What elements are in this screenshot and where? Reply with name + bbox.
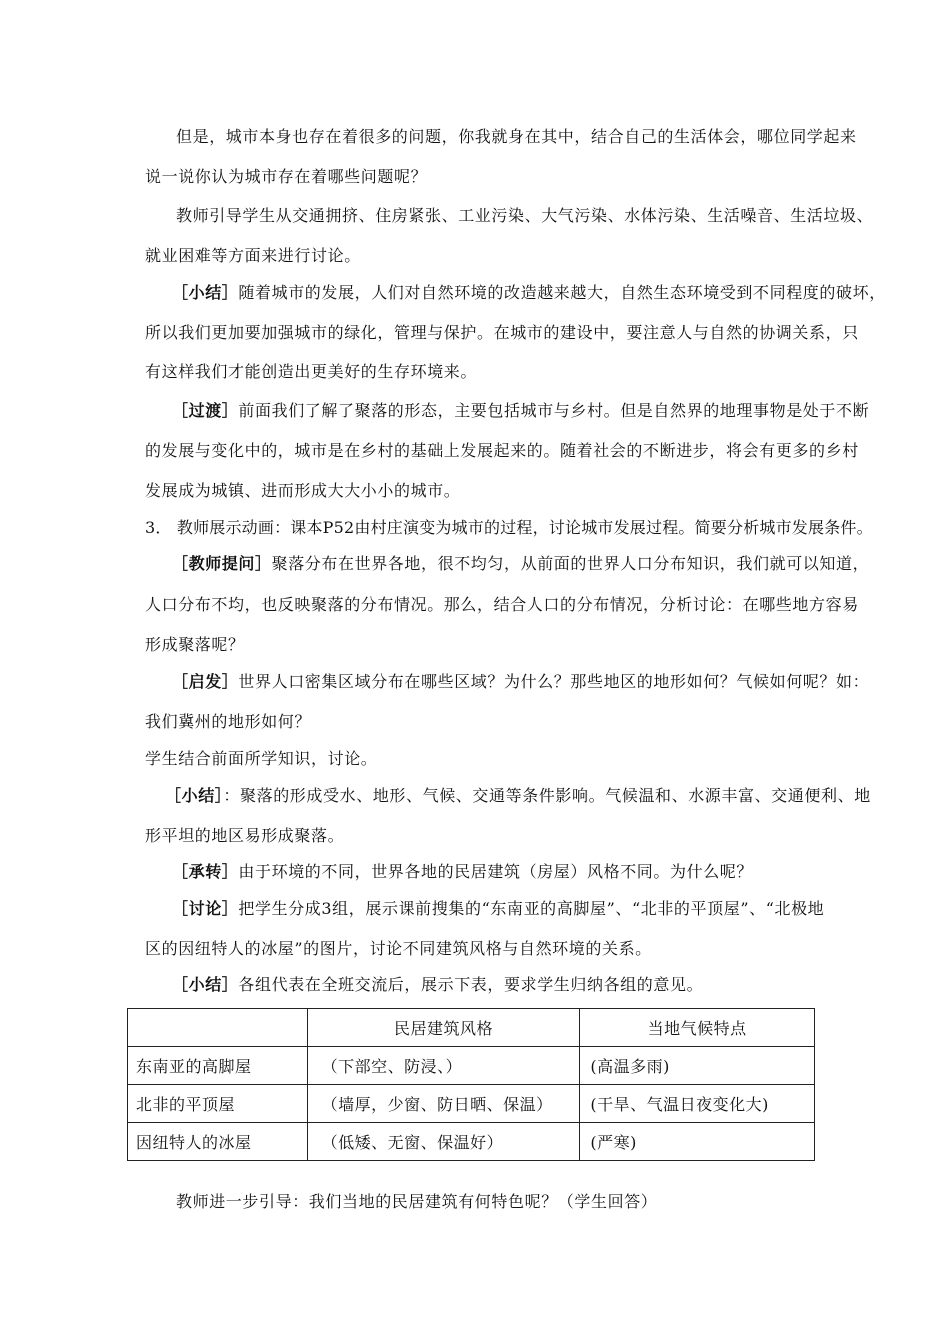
section-tag: ［讨论］ (172, 899, 239, 918)
line-text: 形平坦的地区易形成聚落。 (145, 826, 345, 845)
section-tag: ［小结］ (165, 786, 224, 805)
table-cell: （低矮、无窗、保温好） (307, 1123, 580, 1161)
line-text: 由于环境的不同，世界各地的民居建筑（房屋）风格不同。为什么呢？ (238, 862, 754, 881)
table-cell: (高温多雨) (580, 1047, 815, 1085)
line-text: 我们冀州的地形如何？ (145, 712, 312, 731)
table-cell: （墙厚，少窗、防日晒、保温） (307, 1085, 580, 1123)
line-text: 区的因纽特人的冰屋”的图片，讨论不同建筑风格与自然环境的关系。 (145, 939, 652, 958)
line-text: 的发展与变化中的，城市是在乡村的基础上发展起来的。随着社会的不断进步，将会有更多的乡村 (145, 441, 859, 460)
line-text: 聚落分布在世界各地，很不均匀，从前面的世界人口分布知识，我们就可以知道， (271, 554, 870, 573)
line-text: 形成聚落呢？ (145, 635, 245, 654)
table-row (128, 1085, 815, 1123)
table-cell: (干旱、气温日夜变化大) (580, 1085, 815, 1123)
paragraph-line (172, 671, 869, 693)
table-row (128, 1123, 815, 1161)
line-text: 把学生分成3组，展示课前搜集的“东南亚的高脚屋”、“北非的平顶屋”、“北极地 (238, 899, 825, 918)
paragraph-line (145, 361, 477, 383)
paragraph-line (145, 825, 344, 847)
line-text: 随着城市的发展，人们对自然环境的改造越来越大，自然生态环境受到不同程度的破坏， (238, 283, 886, 302)
paragraph-line (172, 974, 703, 996)
paragraph-line (145, 748, 377, 770)
line-text: 所以我们更加要加强城市的绿化，管理与保护。在城市的建设中，要注意人与自然的协调关系，只 (145, 323, 859, 342)
paragraph-line (145, 938, 652, 960)
paragraph-line (145, 322, 859, 344)
paragraph-line (145, 711, 311, 733)
line-text: 有这样我们才能创造出更美好的生存环境来。 (145, 362, 478, 381)
table-cell: （下部空、防浸、） (307, 1047, 580, 1085)
line-text: 3． 教师展示动画：课本P52由村庄演变为城市的过程，讨论城市发展过程。简要分析城市发展条件。 (145, 518, 873, 537)
section-tag: ［过渡］ (172, 401, 239, 420)
architecture-climate-table (127, 1008, 815, 1161)
section-tag: ［小结］ (172, 283, 239, 302)
line-text: 人口分布不均，也反映聚落的分布情况。那么，结合人口的分布情况，分析讨论：在哪些地方容易 (145, 595, 859, 614)
paragraph-line (172, 898, 824, 920)
paragraph-line (145, 517, 873, 539)
line-text: 学生结合前面所学知识，讨论。 (145, 749, 378, 768)
section-tag: ［小结］ (172, 975, 239, 994)
paragraph-line (145, 634, 245, 656)
paragraph-line (176, 126, 857, 148)
table-header-cell: 民居建筑风格 (307, 1009, 580, 1047)
paragraph-line (145, 245, 361, 267)
paragraph-line (145, 440, 859, 462)
section-tag: ［承转］ (172, 862, 239, 881)
paragraph-line (176, 205, 873, 227)
line-text: 说一说你认为城市存在着哪些问题呢？ (145, 167, 428, 186)
table-cell: 北非的平顶屋 (128, 1085, 308, 1123)
section-tag: ［教师提问］ (172, 554, 272, 573)
line-text: 就业困难等方面来进行讨论。 (145, 246, 361, 265)
line-text: 教师进一步引导：我们当地的民居建筑有何特色呢？（学生回答） (176, 1192, 658, 1211)
paragraph-line (165, 785, 871, 807)
closing-line (176, 1191, 657, 1213)
paragraph-line (145, 166, 427, 188)
line-text: 世界人口密集区域分布在哪些区域？为什么？那些地区的地形如何？气候如何呢？如： (238, 672, 870, 691)
line-text: ：聚落的形成受水、地形、气候、交通等条件影响。气候温和、水源丰富、交通便利、地 (223, 786, 871, 805)
paragraph-line (172, 553, 869, 575)
paragraph-line (145, 480, 460, 502)
table-cell: 因纽特人的冰屋 (128, 1123, 308, 1161)
line-text: 前面我们了解了聚落的形态，主要包括城市与乡村。但是自然界的地理事物是处于不断 (238, 401, 870, 420)
paragraph-line (172, 861, 753, 883)
paragraph-line (172, 400, 869, 422)
paragraph-line (145, 594, 859, 616)
table-cell: (严寒) (580, 1123, 815, 1161)
table-header-cell: 当地气候特点 (580, 1009, 815, 1047)
line-text: 各组代表在全班交流后，展示下表，要求学生归纳各组的意见。 (238, 975, 704, 994)
line-text: 教师引导学生从交通拥挤、住房紧张、工业污染、大气污染、水体污染、生活噪音、生活垃圾、 (176, 206, 874, 225)
section-tag: ［启发］ (172, 672, 239, 691)
line-text: 但是，城市本身也存在着很多的问题，你我就身在其中，结合自己的生活体会，哪位同学起来 (176, 127, 857, 146)
paragraph-line (172, 282, 886, 304)
table-header-cell (128, 1009, 308, 1047)
table-row (128, 1047, 815, 1085)
line-text: 发展成为城镇、进而形成大大小小的城市。 (145, 481, 461, 500)
table-cell: 东南亚的高脚屋 (128, 1047, 308, 1085)
table-header-row (128, 1009, 815, 1047)
